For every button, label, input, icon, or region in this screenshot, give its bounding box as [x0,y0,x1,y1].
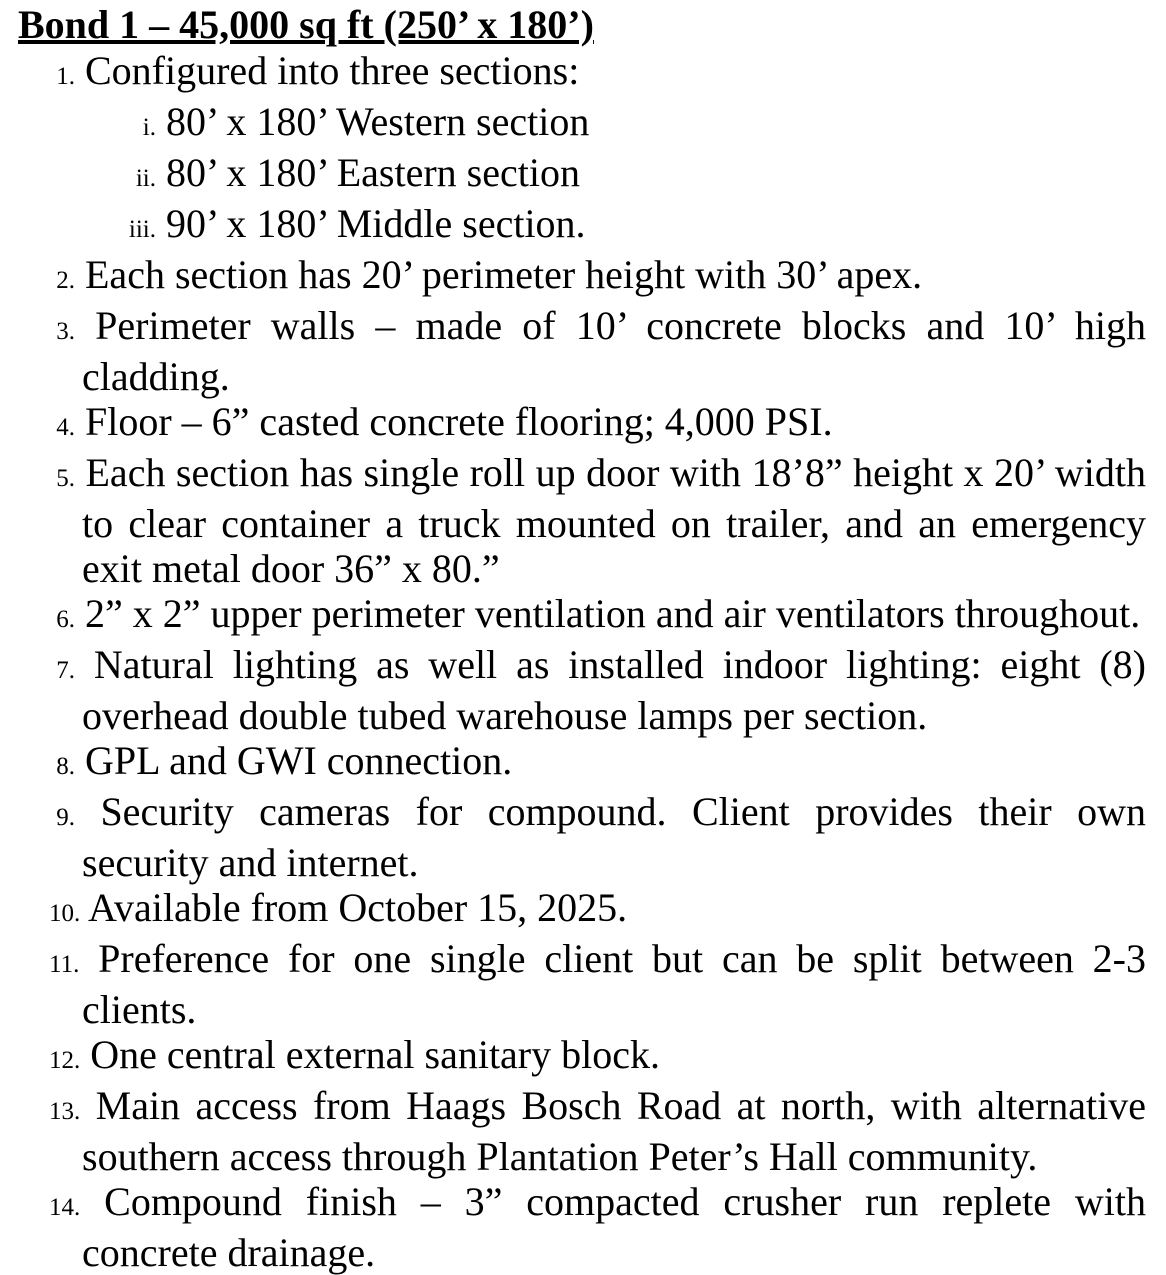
list-item-8 [0,738,1146,789]
list-item-14-text: Compound finish – 3” compacted crusher run replete with concrete drainage. [82,1179,1147,1275]
sub-item-ii [0,150,1146,201]
list-item-1-text: Configured into three sections: [85,48,580,93]
list-item-3-text: Perimeter walls – made of 10’ concrete blocks and 10’ high cladding. [82,303,1146,399]
list-item-11-text: Preference for one single client but can be split between 2-3 clients. [82,936,1146,1032]
list-item-2-text: Each section has 20’ perimeter height with 30’ apex. [85,252,923,297]
list-item-11-marker: 11. [49,951,80,978]
list-item-12-text: One central external sanitary block. [90,1032,660,1077]
list-item-12-marker: 12. [49,1047,81,1074]
list-item-5-text: Each section has single roll up door with 18’8” height x 20’ width to clear container a truck mounted on trailer, and an emergency exit metal door 36” x 80.” [82,450,1147,591]
list-item-5-marker: 5. [56,465,75,492]
list-item-4-text: Floor – 6” casted concrete flooring; 4,000 PSI. [85,399,833,444]
list-item-3 [0,303,1146,399]
list-item-5 [0,450,1146,591]
list-item-10-marker: 10. [49,900,81,927]
list-item-13-text: Main access from Haags Bosch Road at north, with alternative southern access through Plantation Peter’s Hall community. [82,1083,1147,1179]
list-item-7-marker: 7. [56,657,75,684]
sub-item-iii [0,201,1146,252]
sub-item-iii-marker: iii. [128,216,156,243]
list-item-13-marker: 13. [49,1098,81,1125]
list-item-9 [0,789,1146,885]
list-item-6-marker: 6. [56,606,75,633]
sub-item-i [0,99,1146,150]
list-item-8-text: GPL and GWI connection. [85,738,513,783]
list-item-6 [0,591,1146,642]
list-item-14-marker: 14. [49,1194,81,1221]
list-item-1 [0,48,1146,99]
sub-item-i-text: 80’ x 180’ Western section [166,99,590,144]
list-item-4 [0,399,1146,450]
list-item-7 [0,642,1146,738]
list-item-7-text: Natural lighting as well as installed indoor lighting: eight (8) overhead double tubed warehouse lamps per section. [82,642,1147,738]
list-item-2-marker: 2. [56,267,75,294]
sub-item-iii-text: 90’ x 180’ Middle section. [166,201,586,246]
list-item-13 [0,1083,1146,1179]
list-item-9-marker: 9. [56,804,75,831]
list-item-6-text: 2” x 2” upper perimeter ventilation and air ventilators throughout. [85,591,1141,636]
list-item-12 [0,1032,1146,1083]
list-item-3-marker: 3. [56,318,75,345]
list-item-8-marker: 8. [56,753,75,780]
sub-item-ii-text: 80’ x 180’ Eastern section [166,150,580,195]
list-item-14 [0,1179,1146,1275]
list-item-1-marker: 1. [56,63,75,90]
list-item-11 [0,936,1146,1032]
list-item-10-text: Available from October 15, 2025. [88,885,628,930]
list-item-10 [0,885,1146,936]
sub-item-i-marker: i. [142,114,156,141]
list-item-2 [0,252,1146,303]
list-item-9-text: Security cameras for compound. Client provides their own security and internet. [82,789,1146,885]
document-title: Bond 1 – 45,000 sq ft (250’ x 180’) [18,2,594,47]
list-item-4-marker: 4. [56,414,75,441]
sub-item-ii-marker: ii. [135,165,156,192]
